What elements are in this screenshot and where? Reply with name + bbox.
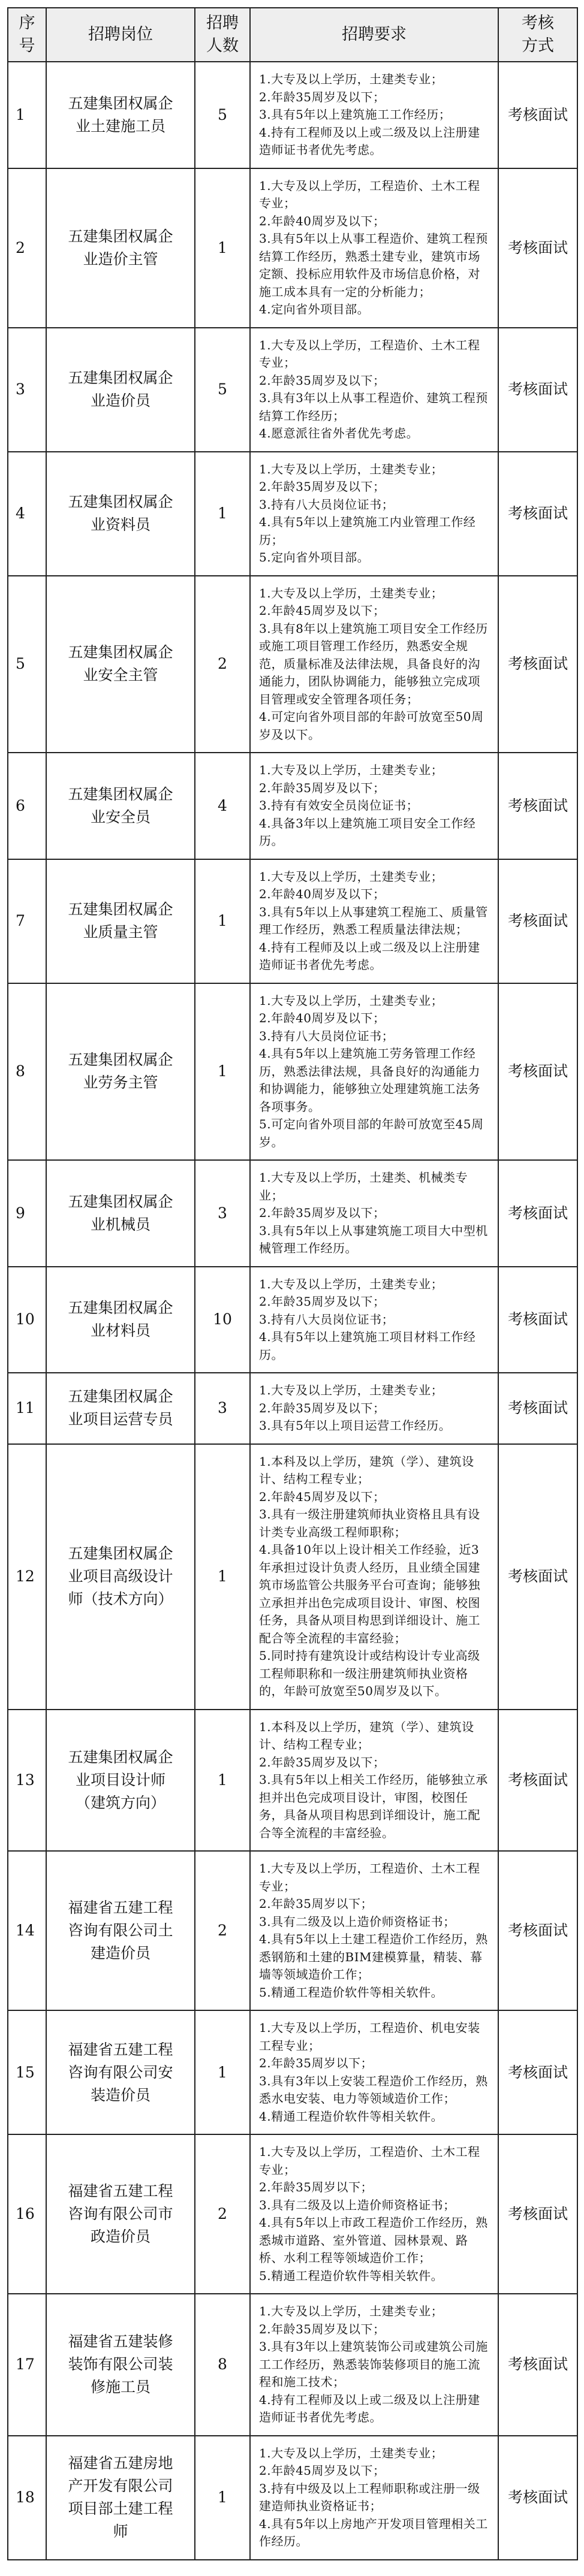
requirement-item: 2.年龄35周岁及以下；	[259, 780, 386, 795]
requirement-item: 1.大专及以上学历，土建类专业；	[259, 1383, 444, 1397]
requirement-item: 2.年龄45周岁及以下；	[259, 2463, 386, 2478]
requirement-item: 2.年龄35周岁以下；	[259, 2180, 374, 2194]
row-count: 3	[195, 1160, 250, 1267]
requirement-item: 3.具有5年以上从事建筑工程施工、质量管理工作经历，熟悉工程质量法律法规；	[259, 904, 488, 937]
requirement-item: 2.年龄40周岁及以下；	[259, 887, 386, 901]
requirement-item: 3.具有5年以上项目运营工作经历。	[259, 1418, 451, 1433]
row-count: 2	[195, 576, 250, 753]
row-requirements	[250, 1160, 498, 1267]
row-count: 1	[195, 452, 250, 576]
requirement-item: 3.具有8年以上建筑施工项目安全工作经历或施工项目管理工作经历，熟悉安全规范，质量标准及法律法规，具备良好的沟通能力，团队协调能力，能够独立完成项目管理或安全管理各项任务；	[259, 621, 488, 706]
table-row	[8, 62, 577, 168]
row-assessment: 考核面试	[498, 62, 577, 168]
row-requirements	[250, 1267, 498, 1373]
requirement-item: 1.大专及以上学历，土建类专业；	[259, 763, 444, 777]
table-header-row	[8, 8, 577, 62]
row-position: 五建集团权属企业造价主管	[46, 168, 195, 328]
row-requirements	[250, 1710, 498, 1852]
row-count: 1	[195, 983, 250, 1161]
row-position: 五建集团权属企业项目运营专员	[46, 1373, 195, 1444]
row-requirements	[250, 576, 498, 753]
table-row	[8, 452, 577, 576]
row-serial-no: 18	[8, 2436, 46, 2560]
row-position: 五建集团权属企业安全主管	[46, 576, 195, 753]
row-position: 五建集团权属企业劳务主管	[46, 983, 195, 1161]
requirement-item: 3.具有5年以上建筑施工工作经历；	[259, 107, 451, 122]
requirement-item: 3.持有有效安全员岗位证书；	[259, 798, 419, 813]
requirement-item: 2.年龄35周岁及以下；	[259, 2321, 386, 2336]
row-position: 福建省五建工程咨询有限公司安装造价员	[46, 2010, 195, 2134]
requirement-item: 1.大专及以上学历，土建类专业；	[259, 72, 444, 86]
row-serial-no: 8	[8, 983, 46, 1161]
requirement-item: 2.年龄35周岁及以下；	[259, 1754, 386, 1769]
row-assessment: 考核面试	[498, 859, 577, 983]
row-position: 五建集团权属企业项目设计师（建筑方向）	[46, 1710, 195, 1852]
table-row	[8, 859, 577, 983]
row-count: 1	[195, 2436, 250, 2560]
row-position: 五建集团权属企业机械员	[46, 1160, 195, 1267]
header-count: 招聘人数	[195, 8, 250, 62]
row-serial-no: 17	[8, 2294, 46, 2436]
requirement-item: 1.本科及以上学历，建筑（学）、建筑设计、结构工程专业；	[259, 1454, 474, 1486]
header-requirements: 招聘要求	[250, 8, 498, 62]
row-count: 1	[195, 859, 250, 983]
row-assessment: 考核面试	[498, 2134, 577, 2294]
requirement-item: 2.年龄40周岁及以下；	[259, 213, 386, 228]
requirement-item: 3.具有二级及以上造价师资格证书；	[259, 1914, 456, 1929]
requirement-item: 4.持有工程师及以上或二级及以上注册建造师证书者优先考虑。	[259, 125, 480, 157]
table-row	[8, 1373, 577, 1444]
table-row	[8, 2436, 577, 2560]
row-assessment: 考核面试	[498, 2436, 577, 2560]
row-assessment: 考核面试	[498, 168, 577, 328]
requirement-item: 4.具备3年以上建筑施工项目安全工作经历。	[259, 816, 476, 848]
row-serial-no: 9	[8, 1160, 46, 1267]
row-requirements	[250, 2294, 498, 2436]
row-count: 3	[195, 1373, 250, 1444]
requirement-item: 4.具有5年以上建筑施工劳务管理工作经历，熟悉法律法规，具备良好的沟通能力和协调能力，能够独立处理建筑施工法务各项事务。	[259, 1046, 480, 1114]
row-requirements	[250, 2010, 498, 2134]
row-count: 1	[195, 2010, 250, 2134]
requirement-item: 4.定向省外项目部。	[259, 302, 370, 316]
requirement-item: 3.具有5年以上从事工程造价、建筑工程预结算工作经历，熟悉土建专业，建筑市场定额、投标应用软件及市场信息价格，对施工成本具有一定的分析能力；	[259, 231, 488, 299]
row-assessment: 考核面试	[498, 576, 577, 753]
row-assessment: 考核面试	[498, 983, 577, 1161]
row-assessment: 考核面试	[498, 328, 577, 452]
requirement-item: 1.大专及以上学历，土建类专业；	[259, 2445, 444, 2460]
row-position: 五建集团权属企业项目高级设计师（技术方向）	[46, 1444, 195, 1710]
row-serial-no: 3	[8, 328, 46, 452]
requirement-item: 1.大专及以上学历，土建类专业；	[259, 461, 444, 476]
table-row	[8, 168, 577, 328]
requirement-item: 5.精通工程造价软件等相关软件。	[259, 2268, 444, 2283]
row-requirements	[250, 859, 498, 983]
requirement-item: 2.年龄45周岁及以下；	[259, 1489, 386, 1504]
row-count: 5	[195, 328, 250, 452]
requirement-item: 3.持有八大员岗位证书；	[259, 1028, 395, 1043]
row-count: 1	[195, 168, 250, 328]
requirement-item: 5.定向省外项目部。	[259, 550, 370, 564]
header-position: 招聘岗位	[46, 8, 195, 62]
requirement-item: 4.可定向省外项目部的年龄可放宽至50周岁及以下。	[259, 709, 484, 742]
table-row	[8, 2134, 577, 2294]
requirement-item: 3.具有3年以上安装工程造价工作经历，熟悉水电安装、电力等领域造价工作；	[259, 2073, 488, 2106]
requirement-item: 4.具有5年以上建筑施工内业管理工作经历；	[259, 515, 476, 547]
requirement-item: 3.具有3年以上建筑装饰公司或建筑公司施工工作经历，熟悉装饰装修项目的施工流程和施工技术；	[259, 2339, 488, 2389]
row-assessment: 考核面试	[498, 1267, 577, 1373]
requirement-item: 3.具有二级及以上造价师资格证书；	[259, 2197, 456, 2212]
row-serial-no: 10	[8, 1267, 46, 1373]
row-requirements	[250, 2436, 498, 2560]
row-serial-no: 6	[8, 753, 46, 859]
requirement-item: 4.持有工程师及以上或二级及以上注册建造师证书者优先考虑。	[259, 2392, 480, 2424]
row-requirements	[250, 1851, 498, 2010]
row-serial-no: 15	[8, 2010, 46, 2134]
header-assessment: 考核方式	[498, 8, 577, 62]
row-assessment: 考核面试	[498, 452, 577, 576]
table-row	[8, 1160, 577, 1267]
row-position: 五建集团权属企业质量主管	[46, 859, 195, 983]
row-assessment: 考核面试	[498, 1851, 577, 2010]
row-serial-no: 5	[8, 576, 46, 753]
row-requirements	[250, 168, 498, 328]
row-count: 2	[195, 2134, 250, 2294]
header-serial-no: 序号	[8, 8, 46, 62]
requirement-item: 2.年龄35周岁及以下；	[259, 1400, 386, 1415]
row-requirements	[250, 1444, 498, 1710]
requirement-item: 2.年龄35周岁及以下；	[259, 89, 386, 104]
requirement-item: 5.同时持有建筑设计或结构设计专业高级工程师职称和一级注册建筑师执业资格的，年龄可放宽至50周岁及以下。	[259, 1648, 480, 1698]
requirement-item: 4.具有5年以上房地产开发项目管理相关工作经历。	[259, 2516, 488, 2548]
requirement-item: 3.具有一级注册建筑师执业资格且具有设计类专业高级工程师职称；	[259, 1507, 480, 1539]
row-position: 五建集团权属企业造价员	[46, 328, 195, 452]
requirement-item: 4.具有5年以上土建工程造价工作经历，熟悉钢筋和土建的BIM建模算量，精装、幕墙等领域造价工作；	[259, 1932, 488, 1982]
requirement-item: 1.大专及以上学历，工程造价、机电安装工程专业；	[259, 2021, 480, 2053]
requirement-item: 3.具有3年以上从事工程造价、建筑工程预结算工作经历；	[259, 391, 488, 423]
row-position: 福建省五建房地产开发有限公司项目部土建工程师	[46, 2436, 195, 2560]
requirement-item: 5.可定向省外项目部的年龄可放宽至45周岁。	[259, 1117, 484, 1149]
row-serial-no: 13	[8, 1710, 46, 1852]
recruitment-table	[7, 7, 578, 2560]
row-serial-no: 7	[8, 859, 46, 983]
requirement-item: 3.具有5年以上相关工作经历，能够独立承担并出色完成项目设计，审图，校图任务，具备从项目构思到详细设计，施工配合等全流程的丰富经验。	[259, 1772, 488, 1840]
row-assessment: 考核面试	[498, 1444, 577, 1710]
requirement-item: 3.具有5年以上从事建筑施工项目大中型机械管理工作经历。	[259, 1223, 488, 1255]
row-assessment: 考核面试	[498, 1373, 577, 1444]
requirement-item: 1.本科及以上学历，建筑（学）、建筑设计、结构工程专业；	[259, 1719, 474, 1751]
table-row	[8, 1710, 577, 1852]
row-serial-no: 12	[8, 1444, 46, 1710]
requirement-item: 5.精通工程造价软件等相关软件。	[259, 1985, 444, 2000]
requirement-item: 4.愿意派往省外者优先考虑。	[259, 426, 419, 440]
row-count: 10	[195, 1267, 250, 1373]
row-serial-no: 11	[8, 1373, 46, 1444]
row-serial-no: 14	[8, 1851, 46, 2010]
row-requirements	[250, 1373, 498, 1444]
table-row	[8, 1267, 577, 1373]
requirement-item: 2.年龄35周岁以下；	[259, 2056, 374, 2070]
requirement-item: 3.持有八大员岗位证书；	[259, 1312, 395, 1327]
row-position: 五建集团权属企业土建施工员	[46, 62, 195, 168]
row-position: 五建集团权属企业资料员	[46, 452, 195, 576]
row-assessment: 考核面试	[498, 1160, 577, 1267]
requirement-item: 1.大专及以上学历，土建类、机械类专业；	[259, 1170, 468, 1203]
requirement-item: 2.年龄35周岁以下；	[259, 1896, 374, 1911]
requirement-item: 2.年龄35周岁及以下；	[259, 479, 386, 494]
row-position: 五建集团权属企业材料员	[46, 1267, 195, 1373]
table-row	[8, 328, 577, 452]
requirement-item: 1.大专及以上学历，工程造价、土木工程专业；	[259, 1861, 480, 1894]
table-row	[8, 753, 577, 859]
requirement-item: 2.年龄45周岁及以下；	[259, 603, 386, 618]
row-assessment: 考核面试	[498, 1710, 577, 1852]
table-row	[8, 2010, 577, 2134]
row-requirements	[250, 2134, 498, 2294]
table-row	[8, 576, 577, 753]
requirement-item: 4.具备10年以上设计相关工作经验，近3年承担过设计负责人经历，且业绩全国建筑市场监管公共服务平台可查询；能够独立承担并出色完成项目设计、审图、校图任务，具备从项目构思到详细设计、施工配合等全流程的丰富经验；	[259, 1542, 480, 1645]
row-assessment: 考核面试	[498, 753, 577, 859]
row-requirements	[250, 328, 498, 452]
row-serial-no: 4	[8, 452, 46, 576]
requirement-item: 2.年龄35周岁及以下；	[259, 1206, 386, 1220]
row-serial-no: 1	[8, 62, 46, 168]
requirement-item: 1.大专及以上学历，土建类专业；	[259, 585, 444, 600]
row-count: 5	[195, 62, 250, 168]
requirement-item: 1.大专及以上学历，土建类专业；	[259, 2304, 444, 2318]
row-position: 福建省五建工程咨询有限公司土建造价员	[46, 1851, 195, 2010]
requirement-item: 2.年龄35周岁及以下；	[259, 1294, 386, 1309]
row-count: 1	[195, 1444, 250, 1710]
requirement-item: 1.大专及以上学历，工程造价、土木工程专业；	[259, 337, 480, 370]
table-row	[8, 1851, 577, 2010]
requirement-item: 3.持有中级及以上工程师职称或注册一级建造师执业资格证书；	[259, 2481, 480, 2513]
table-row	[8, 2294, 577, 2436]
row-position: 五建集团权属企业安全员	[46, 753, 195, 859]
requirement-item: 4.持有工程师及以上或二级及以上注册建造师证书者优先考虑。	[259, 940, 480, 972]
row-position: 福建省五建装修装饰有限公司装修施工员	[46, 2294, 195, 2436]
requirement-item: 3.持有八大员岗位证书；	[259, 497, 395, 512]
row-position: 福建省五建工程咨询有限公司市政造价员	[46, 2134, 195, 2294]
row-serial-no: 2	[8, 168, 46, 328]
row-requirements	[250, 753, 498, 859]
row-requirements	[250, 452, 498, 576]
table-row	[8, 1444, 577, 1710]
row-serial-no: 16	[8, 2134, 46, 2294]
requirement-item: 2.年龄40周岁及以下；	[259, 1011, 386, 1025]
row-count: 1	[195, 1710, 250, 1852]
requirement-item: 1.大专及以上学历，工程造价、土木工程专业；	[259, 2145, 480, 2177]
requirement-item: 4.具有5年以上市政工程造价工作经历，熟悉城市道路、室外管道、园林景观、路桥、水利工程等领域造价工作；	[259, 2215, 488, 2265]
requirement-item: 1.大专及以上学历，土建类专业；	[259, 869, 444, 884]
row-count: 2	[195, 1851, 250, 2010]
row-assessment: 考核面试	[498, 2294, 577, 2436]
row-assessment: 考核面试	[498, 2010, 577, 2134]
requirement-item: 2.年龄35周岁及以下；	[259, 373, 386, 388]
requirement-item: 4.精通工程造价软件等相关软件。	[259, 2109, 444, 2124]
row-requirements	[250, 983, 498, 1161]
table-row	[8, 983, 577, 1161]
requirement-item: 4.具有5年以上建筑施工项目材料工作经历。	[259, 1330, 476, 1362]
requirement-item: 1.大专及以上学历，土建类专业；	[259, 1276, 444, 1291]
row-requirements	[250, 62, 498, 168]
requirement-item: 1.大专及以上学历，工程造价、土木工程专业；	[259, 178, 480, 210]
requirement-item: 1.大专及以上学历，土建类专业；	[259, 993, 444, 1008]
row-count: 8	[195, 2294, 250, 2436]
row-count: 4	[195, 753, 250, 859]
